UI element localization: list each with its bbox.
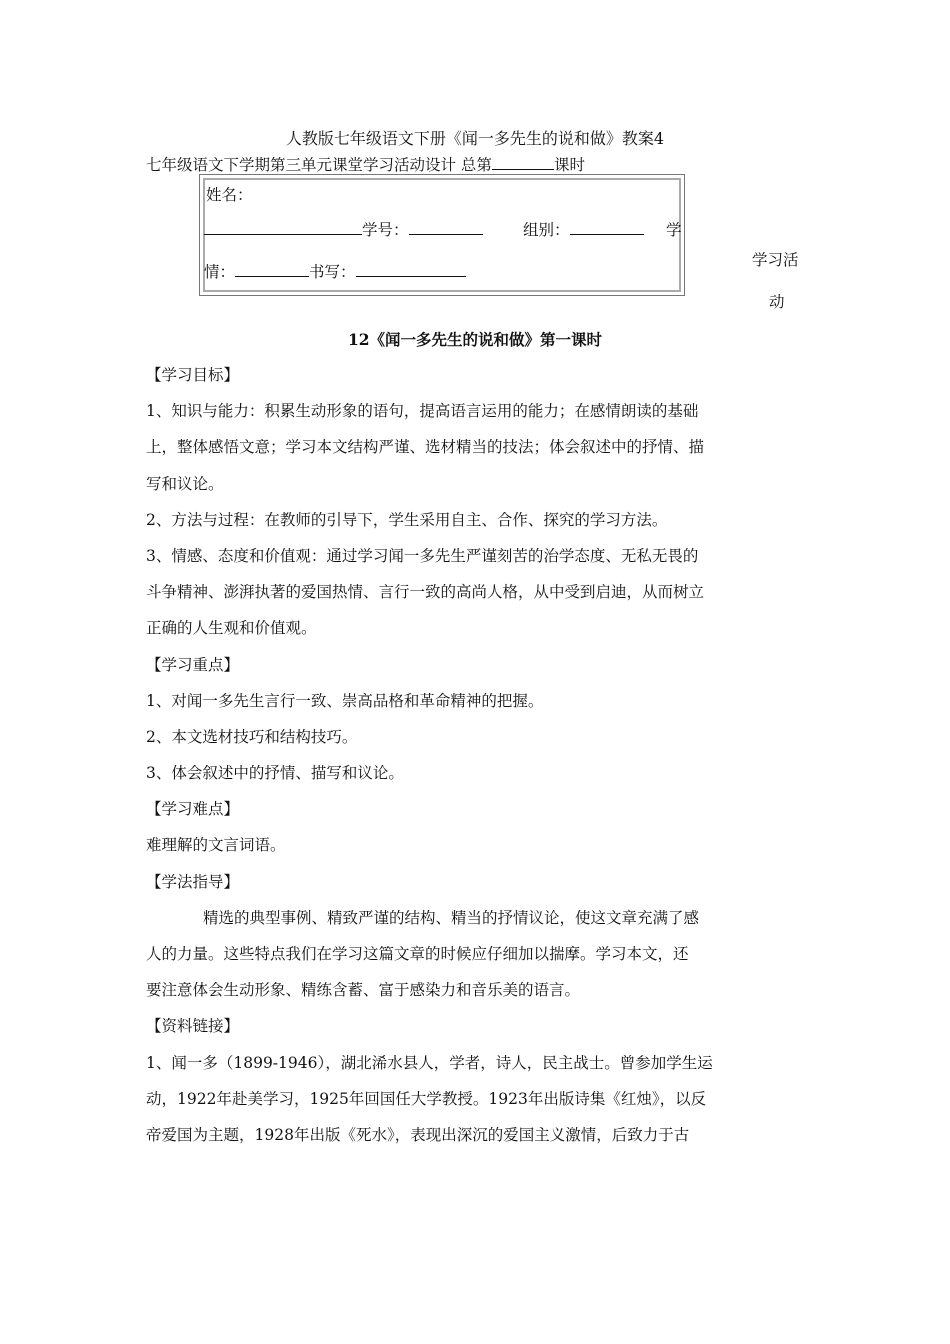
writing-blank[interactable] xyxy=(356,261,466,277)
section-heading-key-points: 【学习重点】 xyxy=(146,655,240,674)
lesson-title: 12《闻一多先生的说和做》第一课时 xyxy=(347,330,603,349)
paragraph-line: 上，整体感悟文意；学习本文结构严谨、选材精当的技法；体会叙述中的抒情、描 xyxy=(146,438,705,457)
study-blank[interactable] xyxy=(235,261,309,277)
lesson-number-blank[interactable] xyxy=(492,154,554,170)
paragraph-line: 3、体会叙述中的抒情、描写和议论。 xyxy=(146,764,404,783)
group-blank[interactable] xyxy=(570,219,644,235)
side-note-line-1: 学习活 xyxy=(752,251,799,269)
paragraph-line: 难理解的文言词语。 xyxy=(146,836,286,855)
paragraph-line: 3、情感、态度和价值观：通过学习闻一多先生严谨刻苦的治学态度、无私无畏的 xyxy=(146,546,699,565)
paragraph-line: 要注意体会生动形象、精练含蓄、富于感染力和音乐美的语言。 xyxy=(146,981,581,1000)
paragraph-line: 精选的典型事例、精致严谨的结构、精当的抒情议论，使这文章充满了感 xyxy=(203,908,700,927)
group-label: 组别： xyxy=(523,221,570,239)
side-note-line-2: 动 xyxy=(769,293,785,311)
subtitle-prefix: 七年级语文下学期第三单元课堂学习活动设计 总第 xyxy=(146,156,492,174)
paragraph-line: 1、对闻一多先生言行一致、崇高品格和革命精神的把握。 xyxy=(146,691,544,710)
name-blank[interactable] xyxy=(204,219,362,235)
paragraph-line: 2、方法与过程：在教师的引导下，学生采用自主、合作、探究的学习方法。 xyxy=(146,510,668,529)
study-label-part1: 学 xyxy=(666,221,682,239)
paragraph-line: 正确的人生观和价值观。 xyxy=(146,619,317,638)
paragraph-line: 人的力量。这些特点我们在学习这篇文章的时候应仔细加以揣摩。学习本文，还 xyxy=(146,945,689,963)
paragraph-line: 写和议论。 xyxy=(146,474,224,493)
info-row-3 xyxy=(204,260,466,282)
section-heading-method-guide: 【学法指导】 xyxy=(146,872,240,891)
subtitle-suffix: 课时 xyxy=(553,156,585,174)
paragraph-line: 2、本文选材技巧和结构技巧。 xyxy=(146,727,358,746)
paragraph-line: 斗争精神、澎湃执著的爱国热情、言行一致的高尚人格，从中受到启迪，从而树立 xyxy=(146,583,705,602)
paragraph-line: 1、闻一多（1899-1946），湖北浠水县人，学者，诗人，民主战士。曾参加学生运 xyxy=(146,1053,713,1072)
student-no-blank[interactable] xyxy=(409,219,483,235)
paragraph-line: 1、知识与能力：积累生动形象的语句，提高语言运用的能力；在感情朗读的基础 xyxy=(146,402,699,421)
name-label: 姓名： xyxy=(206,186,253,204)
student-no-label: 学号： xyxy=(362,221,409,239)
section-heading-difficulties: 【学习难点】 xyxy=(146,800,240,819)
info-row-2 xyxy=(204,218,483,240)
paragraph-line: 帝爱国为主题，1928年出版《死水》，表现出深沉的爱国主义激情，后致力于古 xyxy=(146,1125,690,1144)
paragraph-line: 动，1922年赴美学习，1925年回国任大学教授。1923年出版诗集《红烛》，以反 xyxy=(146,1089,707,1108)
section-heading-resources: 【资料链接】 xyxy=(146,1017,240,1036)
group-field xyxy=(523,218,644,240)
unit-subtitle xyxy=(146,153,585,175)
student-info-box xyxy=(199,174,685,296)
writing-label: 书写： xyxy=(309,263,356,281)
lesson-content xyxy=(146,357,756,1153)
document-title: 人教版七年级语文下册《闻一多先生的说和做》教案4 xyxy=(285,129,665,148)
section-heading-objectives: 【学习目标】 xyxy=(146,366,240,384)
study-label-part2: 情： xyxy=(204,263,236,281)
